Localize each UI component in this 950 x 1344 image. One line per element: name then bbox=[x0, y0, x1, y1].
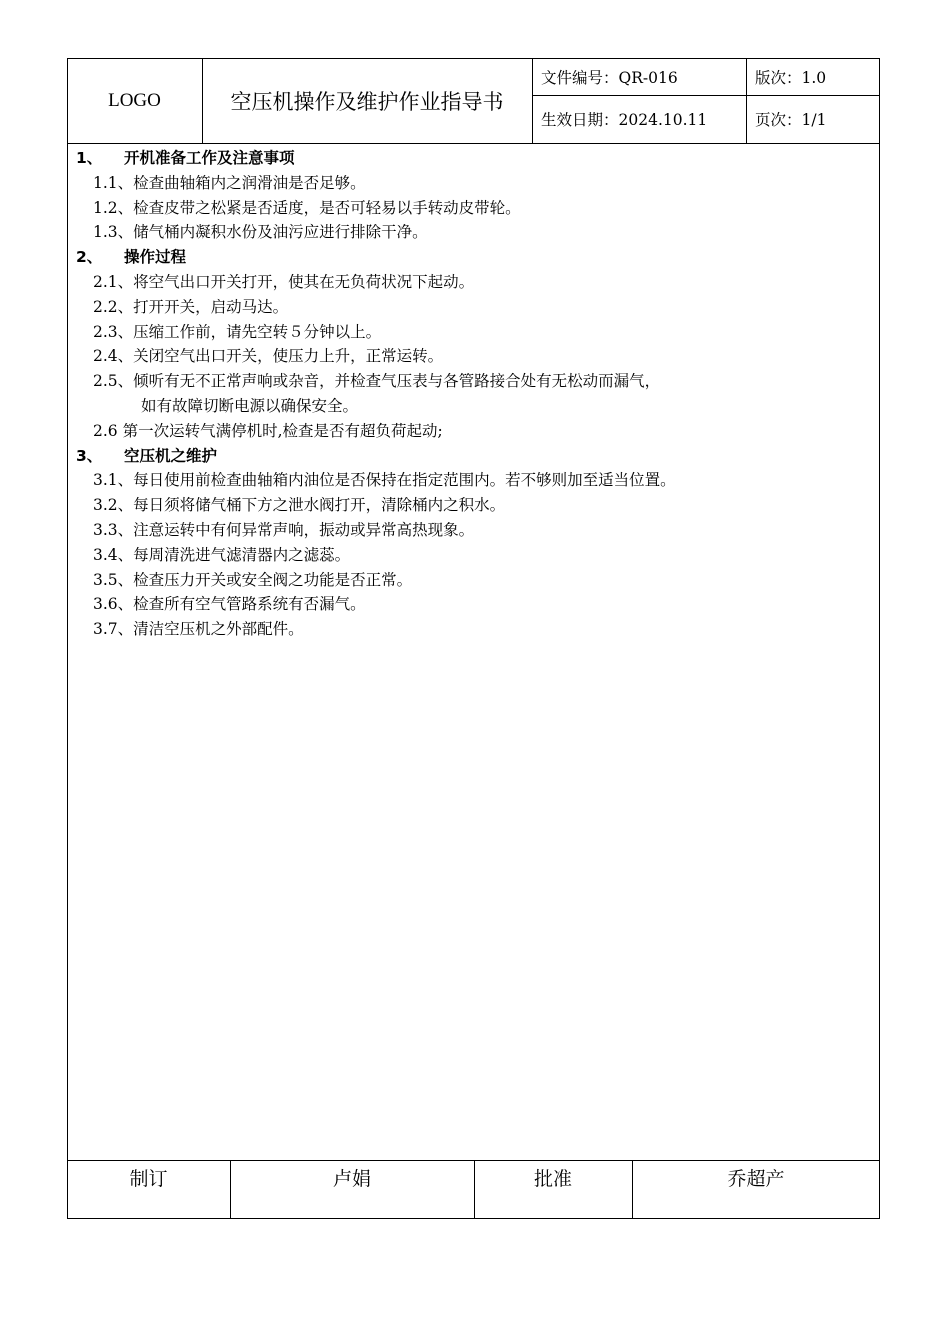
section-heading: 3、 空压机之维护 bbox=[76, 446, 218, 465]
list-item: 2.1、将空气出口开关打开，使其在无负荷状况下起动。 bbox=[93, 272, 475, 291]
list-item: 3.6、检查所有空气管路系统有否漏气。 bbox=[93, 595, 366, 614]
list-item: 2.6 第一次运转气满停机时,检查是否有超负荷起动; bbox=[93, 421, 443, 440]
list-item: 3.3、注意运转中有何异常声响，振动或异常高热现象。 bbox=[93, 520, 475, 539]
list-item: 3.1、每日使用前检查曲轴箱内油位是否保持在指定范围内。若不够则加至适当位置。 bbox=[93, 471, 676, 490]
list-item-continuation: 如有故障切断电源以确保安全。 bbox=[141, 396, 359, 415]
list-item: 1.3、储气桶内凝积水份及油污应进行排除干净。 bbox=[93, 223, 428, 242]
prepared-by: 卢娟 bbox=[332, 1168, 371, 1190]
list-item: 3.7、清洁空压机之外部配件。 bbox=[93, 620, 304, 639]
list-item: 1.1、检查曲轴箱内之润滑油是否足够。 bbox=[93, 173, 366, 192]
list-item: 2.3、压缩工作前，请先空转５分钟以上。 bbox=[93, 322, 382, 341]
prepared-label: 制订 bbox=[129, 1168, 168, 1190]
list-item: 2.5、倾听有无不正常声响或杂音，并检查气压表与各管路接合处有无松动而漏气， bbox=[93, 372, 661, 391]
version: 版次：1.0 bbox=[755, 68, 827, 87]
page-number: 页次：1/1 bbox=[755, 111, 827, 129]
instruction-body bbox=[76, 146, 866, 642]
section-heading: 1、 开机准备工作及注意事项 bbox=[76, 149, 295, 167]
list-item: 3.2、每日须将储气桶下方之泄水阀打开，清除桶内之积水。 bbox=[93, 496, 506, 515]
doc-number: 文件编号：QR-016 bbox=[541, 68, 678, 87]
document-title: 空压机操作及维护作业指导书 bbox=[230, 90, 504, 114]
approved-by: 乔超产 bbox=[727, 1168, 785, 1190]
section-heading: 2、 操作过程 bbox=[76, 248, 187, 267]
list-item: 3.5、检查压力开关或安全阀之功能是否正常。 bbox=[93, 570, 413, 589]
approved-label: 批准 bbox=[533, 1168, 572, 1190]
effective-date: 生效日期：2024.10.11 bbox=[541, 111, 708, 129]
list-item: 3.4、每周清洗进气滤清器内之滤蕊。 bbox=[93, 545, 351, 564]
list-item: 2.2、打开开关，启动马达。 bbox=[93, 297, 289, 316]
list-item: 1.2、检查皮带之松紧是否适度，是否可轻易以手转动皮带轮。 bbox=[93, 198, 521, 217]
list-item: 2.4、关闭空气出口开关，使压力上升，正常运转。 bbox=[93, 347, 444, 366]
logo: LOGO bbox=[108, 90, 161, 111]
